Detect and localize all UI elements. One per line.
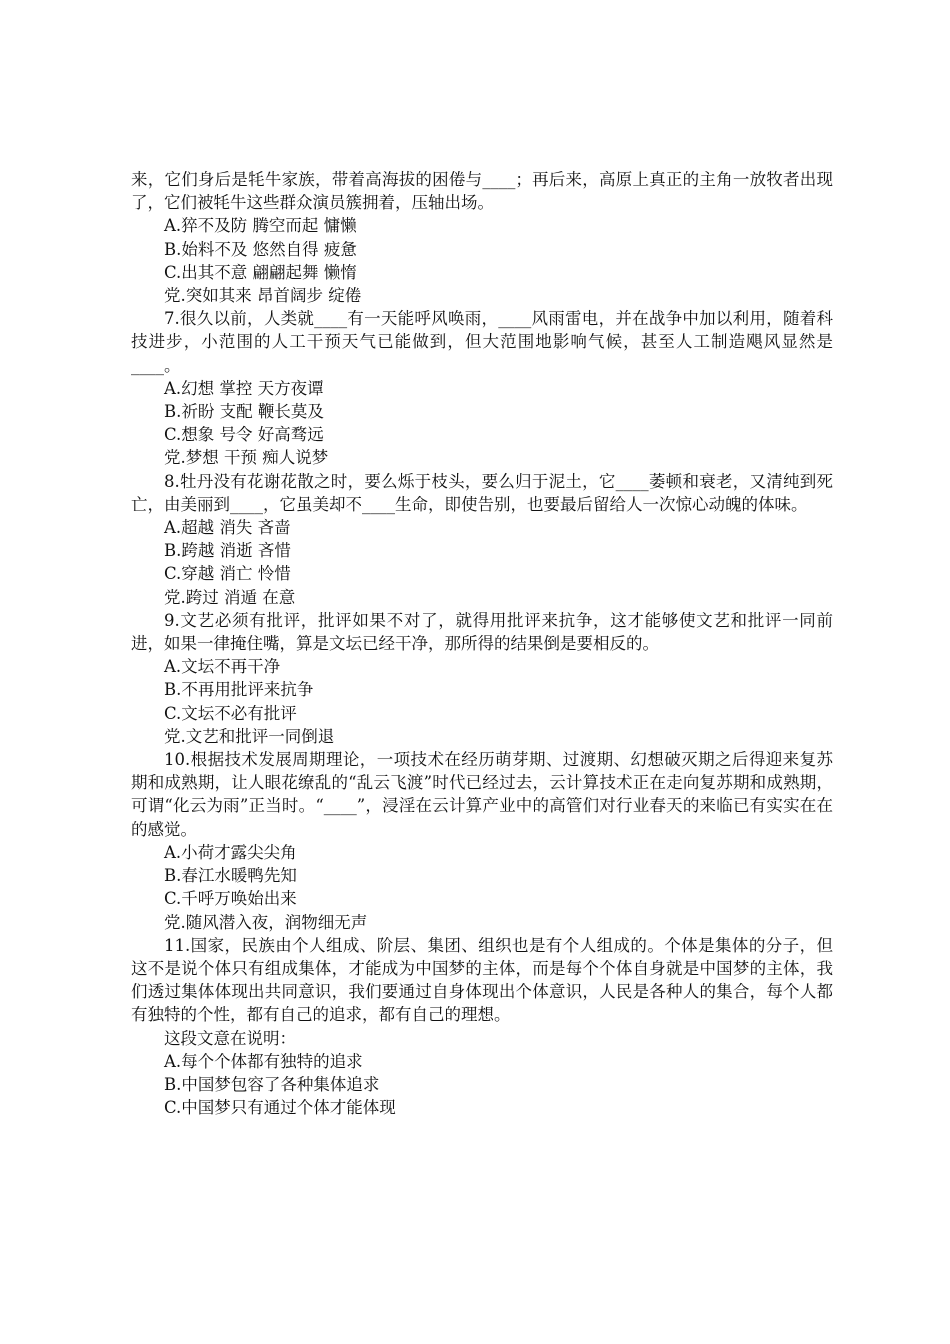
q10-stem: 10.根据技术发展周期理论，一项技术在经历萌芽期、过渡期、幻想破灭期之后得迎来复苏期和成熟期，让人眼花缭乱的“乱云飞渡”时代已经过去，云计算技术正在走向复苏期和成熟期，可谓“化云为雨”正当时。“____”，浸淫在云计算产业中的高管们对行业春天的来临已有实实在在的感觉。: [131, 750, 833, 839]
q7-option-a: A.幻想 掌控 天方夜谭: [164, 378, 324, 398]
q6-option-d: 党.突如其来 昂首阔步 绽倦: [164, 286, 362, 306]
q11-stem: 11.国家，民族由个人组成、阶层、集团、组织也是有个人组成的。个体是集体的分子，但这不是说个体只有组成集体，才能成为中国梦的主体，而是每个个体自身就是中国梦的主体，我们透过集体体现出共同意识，我们要通过自身体现出个体意识，人民是各种人的集合，每个人都有独特的个性，都有自己的追求，都有自己的理想。: [131, 935, 833, 1025]
q6-stem-continuation: 来，它们身后是牦牛家族，带着高海拔的困倦与____；再后来，高原上真正的主角一放牧者出现了，它们被牦牛这些群众演员簇拥着，压轴出场。: [131, 170, 833, 213]
q10-option-b: B.春江水暖鸭先知: [164, 866, 297, 886]
q8-option-d: 党.跨过 消遁 在意: [164, 587, 296, 607]
q9-option-b: B.不再用批评来抗争: [164, 680, 314, 700]
q8-option-b: B.跨越 消逝 吝惜: [164, 541, 291, 561]
q8-stem: 8.牡丹没有花谢花散之时，要么烁于枝头，要么归于泥土，它____萎顿和衰老，又清纯到死亡，由美丽到____，它虽美却不____生命，即使告别，也要最后留给人一次惊心动魄的体味。: [131, 471, 833, 514]
q9-option-c: C.文坛不必有批评: [164, 703, 297, 723]
q9-stem: 9.文艺必须有批评，批评如果不对了，就得用批评来抗争，这才能够使文艺和批评一同前进，如果一律掩住嘴，算是文坛已经干净，那所得的结果倒是要相反的。: [131, 610, 833, 654]
q10-option-d: 党.随风潜入夜，润物细无声: [164, 912, 368, 932]
q7-option-c: C.想象 号令 好高骛远: [164, 425, 324, 445]
q6-option-b: B.始料不及 悠然自得 疲惫: [164, 239, 357, 259]
q10-option-a: A.小荷才露尖尖角: [164, 842, 297, 862]
q8-option-c: C.穿越 消亡 怜惜: [164, 564, 291, 584]
q6-option-a: A.猝不及防 腾空而起 慵懒: [164, 216, 357, 236]
q7-option-b: B.祈盼 支配 鞭长莫及: [164, 402, 324, 422]
q11-question: 这段文意在说明：: [164, 1028, 296, 1048]
document-page: [131, 168, 833, 1119]
q9-option-a: A.文坛不再干净: [164, 657, 281, 677]
q8-option-a: A.超越 消失 吝啬: [164, 518, 291, 538]
q11-option-b: B.中国梦包容了各种集体追求: [164, 1074, 380, 1094]
q7-stem: 7.很久以前，人类就____有一天能呼风唤雨，____风雨雷电，并在战争中加以利用，随着科技进步，小范围的人工干预天气已能做到，但大范围地影响气候，甚至人工制造飓风显然是____。: [131, 309, 833, 375]
q10-option-c: C.千呼万唤始出来: [164, 889, 297, 909]
q11-option-c: C.中国梦只有通过个体才能体现: [164, 1098, 396, 1118]
q9-option-d: 党.文艺和批评一同倒退: [164, 726, 335, 746]
q7-option-d: 党.梦想 干预 痴人说梦: [164, 448, 329, 468]
q6-option-c: C.出其不意 翩翩起舞 懒惰: [164, 262, 357, 282]
q11-option-a: A.每个个体都有独特的追求: [164, 1051, 363, 1071]
